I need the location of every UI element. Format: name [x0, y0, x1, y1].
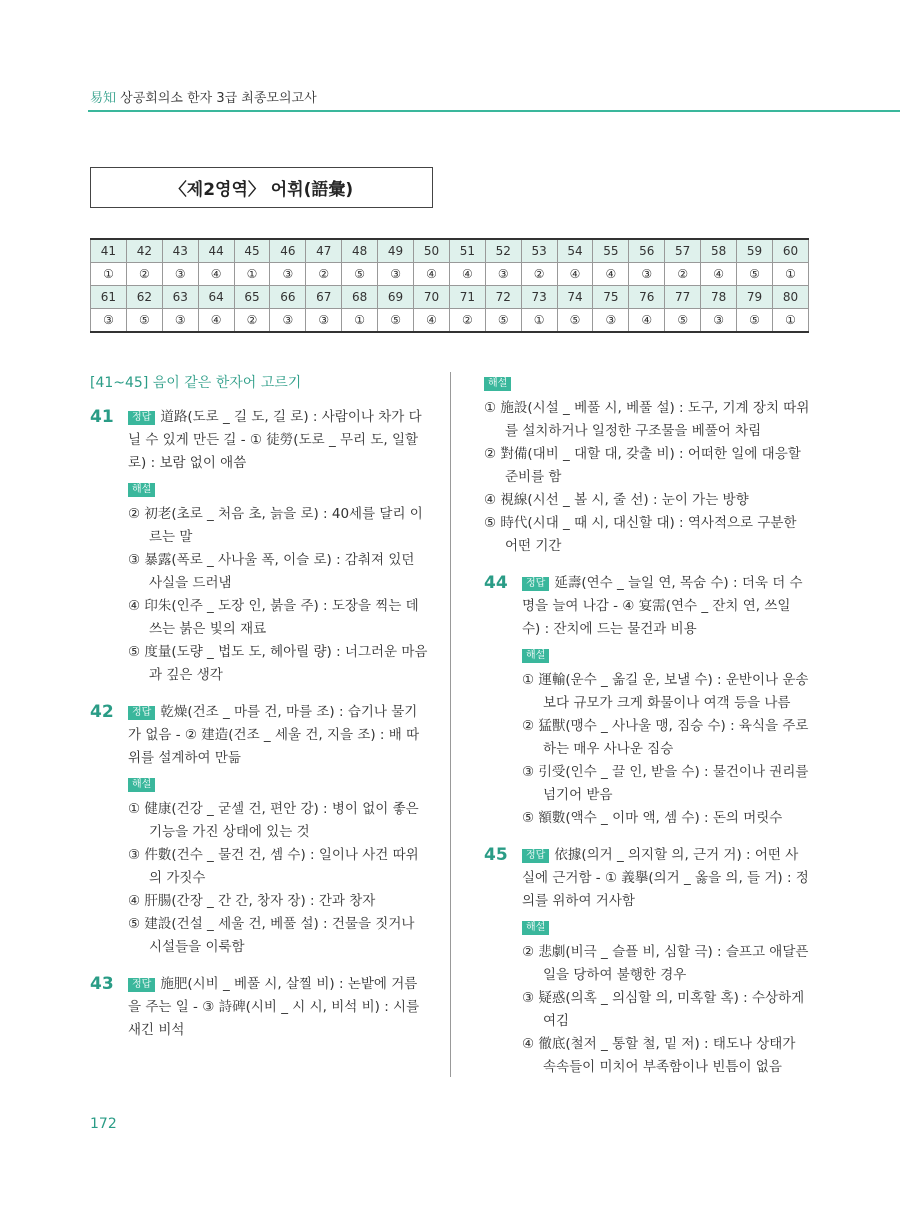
explanation-tag: 해설: [484, 377, 511, 391]
table-cell: ②: [449, 309, 485, 333]
table-cell: 55: [593, 239, 629, 263]
section-heading: [41~45] 음이 같은 한자어 고르기: [90, 375, 302, 391]
explanation-item: ③ 件數(건수 _ 물건 건, 셈 수) : 일이나 사건 따위의 가짓수: [128, 847, 419, 886]
explanation-item: ④ 肝腸(간장 _ 간 간, 창자 장) : 간과 창자: [128, 893, 376, 909]
explanation-tag: 해설: [128, 778, 155, 792]
table-cell: 67: [306, 286, 342, 309]
table-cell: ④: [557, 263, 593, 286]
table-cell: ③: [162, 263, 198, 286]
table-cell: ②: [521, 263, 557, 286]
explanation-item: ① 健康(건강 _ 굳셀 건, 편안 강) : 병이 없이 좋은 기능을 가진 상태에 있는 것: [128, 801, 419, 840]
table-cell: 62: [126, 286, 162, 309]
table-cell: ②: [306, 263, 342, 286]
question-number: 44: [484, 573, 508, 593]
explanation-item: ④ 印朱(인주 _ 도장 인, 붉을 주) : 도장을 찍는 데 쓰는 붉은 빛의 재료: [128, 598, 419, 637]
table-cell: 77: [665, 286, 701, 309]
table-cell: ①: [521, 309, 557, 333]
question-41: [90, 406, 430, 687]
table-cell: 43: [162, 239, 198, 263]
table-cell: ⑤: [126, 309, 162, 333]
table-cell: ①: [772, 263, 808, 286]
table-cell: 72: [485, 286, 521, 309]
explanation-tag: 해설: [128, 483, 155, 497]
table-cell: 58: [701, 239, 737, 263]
question-body: [128, 406, 430, 687]
table-cell: ⑤: [557, 309, 593, 333]
table-cell: ④: [629, 309, 665, 333]
table-cell: ②: [126, 263, 162, 286]
table-cell: ⑤: [485, 309, 521, 333]
table-cell: 78: [701, 286, 737, 309]
answer-text: 延壽(연수 _ 늘일 연, 목숨 수) : 더욱 더 수명을 늘여 나감 - ④ 宴需(연수 _ 잔치 연, 쓰일 수) : 잔치에 드는 물건과 비용: [522, 575, 803, 637]
table-cell: ②: [665, 263, 701, 286]
table-cell: ③: [593, 309, 629, 333]
explanation-item: ④ 視線(시선 _ 볼 시, 줄 선) : 눈이 가는 방향: [484, 492, 749, 508]
table-cell: 57: [665, 239, 701, 263]
table-cell: ①: [342, 309, 378, 333]
answer-line: [522, 844, 810, 913]
explanation-item: ⑤ 建設(건설 _ 세울 건, 베풀 설) : 건물을 짓거나 시설들을 이룩함: [128, 916, 415, 955]
explanation-tag: 해설: [522, 649, 549, 663]
table-cell: 76: [629, 286, 665, 309]
section-title: 〈제2영역〉 어휘(語彙): [90, 167, 433, 208]
table-cell: ③: [162, 309, 198, 333]
explanation-item: ③ 引受(인수 _ 끌 인, 받을 수) : 물건이나 권리를 넘기어 받음: [522, 764, 809, 803]
explanation-item: ⑤ 額數(액수 _ 이마 액, 셈 수) : 돈의 머릿수: [522, 810, 783, 826]
table-cell: 71: [449, 286, 485, 309]
table-cell: 48: [342, 239, 378, 263]
table-cell: 46: [270, 239, 306, 263]
table-cell: ③: [485, 263, 521, 286]
explanation-item: ⑤ 時代(시대 _ 때 시, 대신할 대) : 역사적으로 구분한 어떤 기간: [484, 515, 797, 554]
table-cell: ③: [378, 263, 414, 286]
table-cell: ②: [234, 309, 270, 333]
answer-text: 乾燥(건조 _ 마를 건, 마를 조) : 습기나 물기가 없음 - ② 建造(건조 _ 세울 건, 지을 조) : 배 따위를 설계하여 만듦: [128, 704, 420, 766]
table-cell: 47: [306, 239, 342, 263]
table-cell: 66: [270, 286, 306, 309]
page-number: 172: [90, 1116, 117, 1132]
table-cell: ①: [234, 263, 270, 286]
table-cell: 64: [198, 286, 234, 309]
question-body: [128, 973, 430, 1042]
answer-tag: 정답: [128, 411, 155, 425]
table-cell: ④: [414, 309, 450, 333]
table-cell: 42: [126, 239, 162, 263]
table-cell: 63: [162, 286, 198, 309]
table-cell: 74: [557, 286, 593, 309]
table-cell: ③: [91, 309, 127, 333]
explanation-item: ③ 暴露(폭로 _ 사나울 폭, 이슬 로) : 감춰져 있던 사실을 드러냄: [128, 552, 415, 591]
question-44: [484, 572, 810, 830]
answer-text: 道路(도로 _ 길 도, 길 로) : 사람이나 차가 다닐 수 있게 만든 길 - ① 徒勞(도로 _ 무리 도, 일할 로) : 보람 없이 애씀: [128, 409, 422, 471]
explanation-item: ④ 徹底(철저 _ 통할 철, 밑 저) : 태도나 상태가 속속들이 미치어 부족함이나 빈틈이 없음: [522, 1036, 796, 1075]
table-cell: ①: [772, 309, 808, 333]
table-cell: ③: [701, 309, 737, 333]
table-cell: 44: [198, 239, 234, 263]
table-cell: ③: [306, 309, 342, 333]
question-body: [522, 844, 810, 1079]
table-cell: ④: [198, 309, 234, 333]
explanation-tag: 해설: [522, 921, 549, 935]
table-cell: 69: [378, 286, 414, 309]
table-cell: 56: [629, 239, 665, 263]
table-cell: 51: [449, 239, 485, 263]
question-42: [90, 701, 430, 959]
table-cell: ③: [270, 263, 306, 286]
table-cell: ①: [91, 263, 127, 286]
answer-text: 依據(의거 _ 의지할 의, 근거 거) : 어떤 사실에 근거함 - ① 義擧(의거 _ 옳을 의, 들 거) : 정의를 위하여 거사함: [522, 847, 809, 909]
table-cell: 50: [414, 239, 450, 263]
question-45: [484, 844, 810, 1079]
table-cell: 70: [414, 286, 450, 309]
table-cell: 41: [91, 239, 127, 263]
table-cell: 54: [557, 239, 593, 263]
explanation-item: ③ 疑惑(의혹 _ 의심할 의, 미혹할 혹) : 수상하게 여김: [522, 990, 805, 1029]
table-cell: ④: [449, 263, 485, 286]
table-cell: ⑤: [737, 309, 773, 333]
explanation-item: ② 悲劇(비극 _ 슬플 비, 심할 극) : 슬프고 애달픈 일을 당하여 불행한 경우: [522, 944, 809, 983]
table-cell: ⑤: [737, 263, 773, 286]
answer-tag: 정답: [522, 849, 549, 863]
answer-row: [91, 309, 809, 333]
explanation-item: ② 猛獸(맹수 _ 사나울 맹, 짐승 수) : 육식을 주로 하는 매우 사나운 짐승: [522, 718, 809, 757]
question-number: 41: [90, 407, 114, 427]
question-number: 45: [484, 845, 508, 865]
table-cell: 52: [485, 239, 521, 263]
answer-tag: 정답: [128, 978, 155, 992]
table-cell: ⑤: [378, 309, 414, 333]
explanation-item: ② 對備(대비 _ 대할 대, 갖출 비) : 어떠한 일에 대응할 준비를 함: [484, 446, 801, 485]
explanation-item: ① 運輸(운수 _ 옮길 운, 보낼 수) : 운반이나 운송보다 규모가 크게 화물이나 여객 등을 나름: [522, 672, 809, 711]
table-cell: 53: [521, 239, 557, 263]
table-cell: 61: [91, 286, 127, 309]
answer-line: [128, 701, 430, 770]
table-cell: ④: [593, 263, 629, 286]
answer-tag: 정답: [128, 706, 155, 720]
table-cell: ③: [629, 263, 665, 286]
question-body: [484, 372, 810, 558]
running-header: [90, 87, 317, 106]
header-rule: [88, 110, 900, 112]
answer-line: [128, 973, 430, 1042]
table-cell: 75: [593, 286, 629, 309]
answer-row: [91, 263, 809, 286]
question-43: [90, 973, 430, 1042]
right-column: [484, 372, 810, 1093]
question-43-continued: [484, 372, 810, 558]
table-cell: ⑤: [665, 309, 701, 333]
answer-text: 施肥(시비 _ 베풀 시, 살찔 비) : 논밭에 거름을 주는 일 - ③ 詩碑(시비 _ 시 시, 비석 비) : 시를 새긴 비석: [128, 976, 420, 1038]
brand-mark: 易知: [90, 91, 117, 106]
table-cell: 65: [234, 286, 270, 309]
table-cell: 68: [342, 286, 378, 309]
question-number-row: [91, 239, 809, 263]
table-cell: 59: [737, 239, 773, 263]
question-number-row: [91, 286, 809, 309]
question-number: 43: [90, 974, 114, 994]
book-title: 상공회의소 한자 3급 최종모의고사: [120, 91, 317, 106]
table-cell: ③: [270, 309, 306, 333]
table-cell: 60: [772, 239, 808, 263]
table-cell: ④: [701, 263, 737, 286]
question-body: [128, 701, 430, 959]
answer-line: [522, 572, 810, 641]
answer-line: [128, 406, 430, 475]
table-cell: 49: [378, 239, 414, 263]
question-body: [522, 572, 810, 830]
table-cell: 45: [234, 239, 270, 263]
left-column: [90, 372, 430, 1056]
table-cell: 80: [772, 286, 808, 309]
table-cell: ④: [414, 263, 450, 286]
column-divider: [450, 372, 451, 1077]
explanation-item: ① 施設(시설 _ 베풀 시, 베풀 설) : 도구, 기계 장치 따위를 설치하거나 일정한 구조물을 베풀어 차림: [484, 400, 810, 439]
answer-tag: 정답: [522, 577, 549, 591]
table-cell: ⑤: [342, 263, 378, 286]
question-number: 42: [90, 702, 114, 722]
explanation-item: ⑤ 度量(도량 _ 법도 도, 헤아릴 량) : 너그러운 마음과 깊은 생각: [128, 644, 428, 683]
table-cell: 79: [737, 286, 773, 309]
table-cell: 73: [521, 286, 557, 309]
table-cell: ④: [198, 263, 234, 286]
answer-table: [90, 238, 809, 333]
explanation-item: ② 初老(초로 _ 처음 초, 늙을 로) : 40세를 달리 이르는 말: [128, 506, 423, 545]
